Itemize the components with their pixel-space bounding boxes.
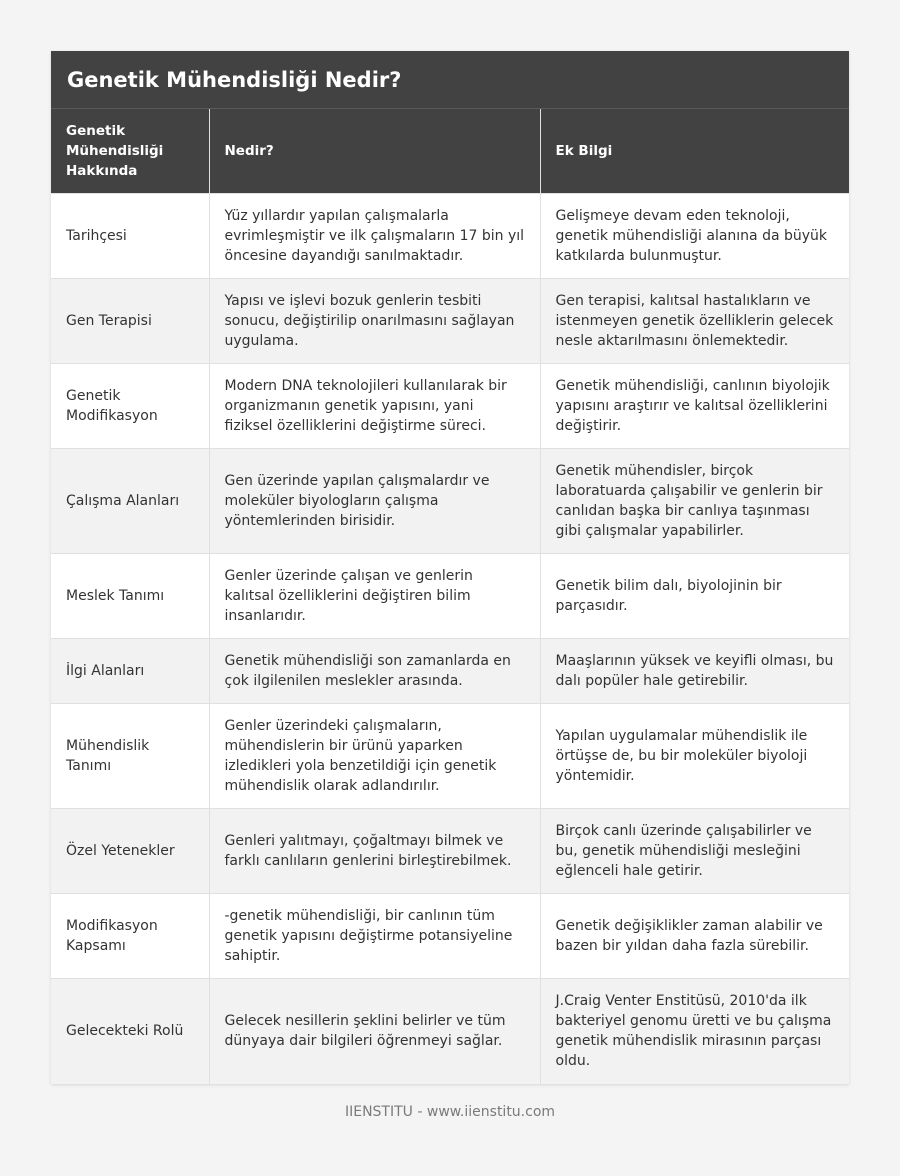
row-label: Modifikasyon Kapsamı [51, 894, 209, 979]
table-row [51, 979, 849, 1084]
row-label: Genetik Modifikasyon [51, 364, 209, 449]
row-definition: Genetik mühendisliği son zamanlarda en çok ilgilenilen meslekler arasında. [209, 639, 540, 704]
table-row [51, 449, 849, 554]
row-extra-info: Genetik mühendisliği, canlının biyolojik yapısını araştırır ve kalıtsal özelliklerini değiştirir. [540, 364, 849, 449]
row-definition: Modern DNA teknolojileri kullanılarak bir organizmanın genetik yapısını, yani fiziksel özelliklerini değiştirme süreci. [209, 364, 540, 449]
header-cell-topic: Genetik Mühendisliği Hakkında [51, 109, 209, 194]
table-row [51, 894, 849, 979]
row-label: Gelecekteki Rolü [51, 979, 209, 1084]
row-extra-info: Birçok canlı üzerinde çalışabilirler ve bu, genetik mühendisliği mesleğini eğlenceli hale getirir. [540, 809, 849, 894]
row-label: Gen Terapisi [51, 279, 209, 364]
table-row [51, 704, 849, 809]
table-row [51, 639, 849, 704]
row-extra-info: Genetik mühendisler, birçok laboratuarda çalışabilir ve genlerin bir canlıdan başka bir canlıya taşınması gibi çalışmalar yapabilirler. [540, 449, 849, 554]
row-definition: Yüz yıllardır yapılan çalışmalarla evrimleşmiştir ve ilk çalışmaların 17 bin yıl öncesine dayandığı sanılmaktadır. [209, 194, 540, 279]
row-label: Çalışma Alanları [51, 449, 209, 554]
row-extra-info: J.Craig Venter Enstitüsü, 2010'da ilk bakteriyel genomu üretti ve bu çalışma genetik mühendislik mirasının parçası oldu. [540, 979, 849, 1084]
table-row [51, 554, 849, 639]
row-extra-info: Genetik değişiklikler zaman alabilir ve bazen bir yıldan daha fazla sürebilir. [540, 894, 849, 979]
table-row [51, 194, 849, 279]
row-extra-info: Gelişmeye devam eden teknoloji, genetik mühendisliği alanına da büyük katkılarda bulunmuştur. [540, 194, 849, 279]
row-definition: Genleri yalıtmayı, çoğaltmayı bilmek ve farklı canlıların genlerini birleştirebilmek. [209, 809, 540, 894]
header-cell-extra: Ek Bilgi [540, 109, 849, 194]
row-label: İlgi Alanları [51, 639, 209, 704]
row-definition: Yapısı ve işlevi bozuk genlerin tesbiti sonucu, değiştirilip onarılmasını sağlayan uygulama. [209, 279, 540, 364]
row-extra-info: Genetik bilim dalı, biyolojinin bir parçasıdır. [540, 554, 849, 639]
row-label: Özel Yetenekler [51, 809, 209, 894]
row-extra-info: Gen terapisi, kalıtsal hastalıkların ve istenmeyen genetik özelliklerin gelecek nesle aktarılmasını önlemektedir. [540, 279, 849, 364]
row-definition: Genler üzerinde çalışan ve genlerin kalıtsal özelliklerini değiştiren bilim insanlarıdır. [209, 554, 540, 639]
row-extra-info: Yapılan uygulamalar mühendislik ile örtüşse de, bu bir moleküler biyoloji yöntemidir. [540, 704, 849, 809]
row-definition: -genetik mühendisliği, bir canlının tüm genetik yapısını değiştirme potansiyeline sahiptir. [209, 894, 540, 979]
table-row [51, 279, 849, 364]
header-cell-what: Nedir? [209, 109, 540, 194]
row-definition: Gen üzerinde yapılan çalışmalardır ve moleküler biyologların çalışma yöntemlerinden birisidir. [209, 449, 540, 554]
info-table [51, 109, 849, 1084]
table-header-row [51, 109, 849, 194]
row-definition: Genler üzerindeki çalışmaların, mühendislerin bir ürünü yaparken izledikleri yola benzetildiği için genetik mühendislik olarak adlandırılır. [209, 704, 540, 809]
info-table-card [51, 51, 849, 1084]
row-label: Meslek Tanımı [51, 554, 209, 639]
table-title: Genetik Mühendisliği Nedir? [51, 51, 849, 109]
row-definition: Gelecek nesillerin şeklini belirler ve tüm dünyaya dair bilgileri öğrenmeyi sağlar. [209, 979, 540, 1084]
footer-credit: IIENSTITU - www.iienstitu.com [344, 1104, 556, 1120]
row-extra-info: Maaşlarının yüksek ve keyifli olması, bu dalı popüler hale getirebilir. [540, 639, 849, 704]
table-row [51, 809, 849, 894]
table-row [51, 364, 849, 449]
row-label: Tarihçesi [51, 194, 209, 279]
row-label: Mühendislik Tanımı [51, 704, 209, 809]
